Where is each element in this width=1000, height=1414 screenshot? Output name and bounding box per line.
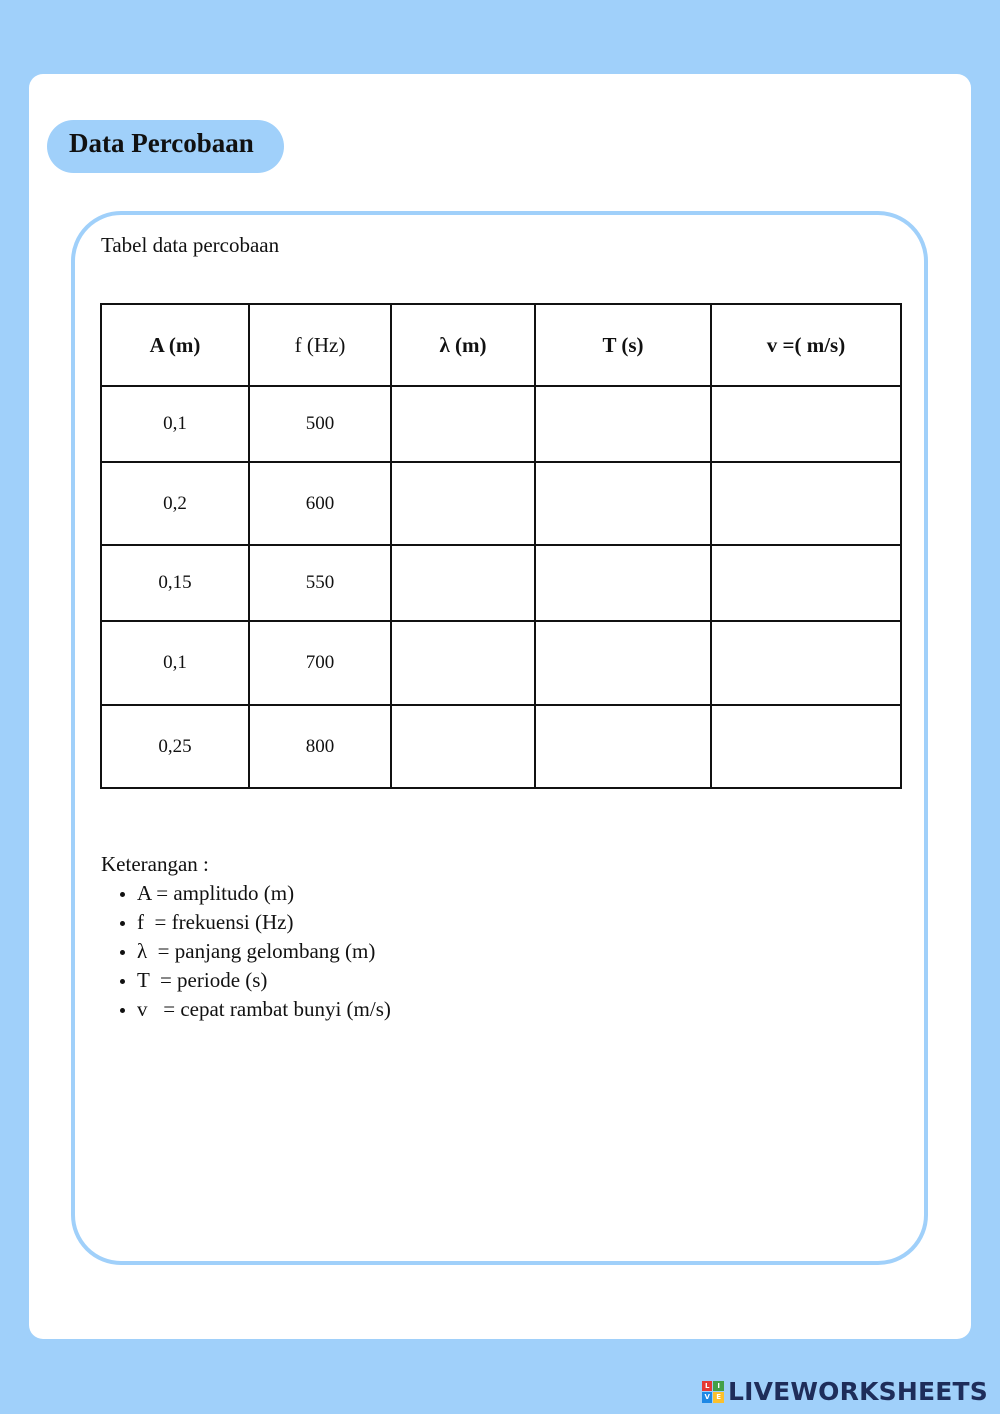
logo-tile: E bbox=[713, 1392, 724, 1403]
liveworksheets-logo-icon bbox=[702, 1381, 724, 1403]
cell-wavelength[interactable] bbox=[391, 386, 535, 462]
cell-frequency: 800 bbox=[249, 705, 391, 788]
cell-wavelength[interactable] bbox=[391, 462, 535, 545]
cell-frequency: 500 bbox=[249, 386, 391, 462]
cell-period[interactable] bbox=[535, 545, 711, 621]
logo-tile: V bbox=[702, 1392, 713, 1403]
cell-frequency: 600 bbox=[249, 462, 391, 545]
experiment-data-table bbox=[100, 303, 902, 789]
table-header-row bbox=[101, 304, 901, 386]
cell-amplitude: 0,1 bbox=[101, 386, 249, 462]
cell-amplitude: 0,15 bbox=[101, 545, 249, 621]
cell-wavelength[interactable] bbox=[391, 545, 535, 621]
cell-amplitude: 0,25 bbox=[101, 705, 249, 788]
table-caption: Tabel data percobaan bbox=[101, 233, 280, 257]
cell-velocity[interactable] bbox=[711, 705, 901, 788]
cell-velocity[interactable] bbox=[711, 462, 901, 545]
cell-wavelength[interactable] bbox=[391, 705, 535, 788]
table-row bbox=[101, 545, 901, 621]
logo-tile: L bbox=[702, 1381, 713, 1392]
cell-period[interactable] bbox=[535, 705, 711, 788]
cell-period[interactable] bbox=[535, 621, 711, 705]
cell-wavelength[interactable] bbox=[391, 621, 535, 705]
header-wavelength: λ (m) bbox=[391, 304, 535, 386]
header-period: T (s) bbox=[535, 304, 711, 386]
table-row bbox=[101, 386, 901, 462]
notes-list bbox=[101, 879, 391, 1024]
list-item: T = periode (s) bbox=[137, 966, 391, 995]
list-item: A = amplitudo (m) bbox=[137, 879, 391, 908]
header-velocity: v =( m/s) bbox=[711, 304, 901, 386]
brand-name: LIVEWORKSHEETS bbox=[727, 1377, 988, 1406]
cell-frequency: 700 bbox=[249, 621, 391, 705]
table-row bbox=[101, 705, 901, 788]
list-item: f = frekuensi (Hz) bbox=[137, 908, 391, 937]
cell-amplitude: 0,1 bbox=[101, 621, 249, 705]
cell-velocity[interactable] bbox=[711, 545, 901, 621]
logo-tile: I bbox=[713, 1381, 724, 1392]
list-item: λ = panjang gelombang (m) bbox=[137, 937, 391, 966]
cell-velocity[interactable] bbox=[711, 621, 901, 705]
list-item: v = cepat rambat bunyi (m/s) bbox=[137, 995, 391, 1024]
header-amplitude: A (m) bbox=[101, 304, 249, 386]
table-row bbox=[101, 621, 901, 705]
cell-period[interactable] bbox=[535, 386, 711, 462]
cell-frequency: 550 bbox=[249, 545, 391, 621]
notes-heading: Keterangan : bbox=[101, 852, 209, 876]
table-row bbox=[101, 462, 901, 545]
cell-velocity[interactable] bbox=[711, 386, 901, 462]
liveworksheets-brand bbox=[702, 1377, 988, 1406]
cell-period[interactable] bbox=[535, 462, 711, 545]
section-title: Data Percobaan bbox=[47, 120, 284, 173]
cell-amplitude: 0,2 bbox=[101, 462, 249, 545]
header-frequency: f (Hz) bbox=[249, 304, 391, 386]
legend-notes bbox=[101, 850, 391, 1024]
